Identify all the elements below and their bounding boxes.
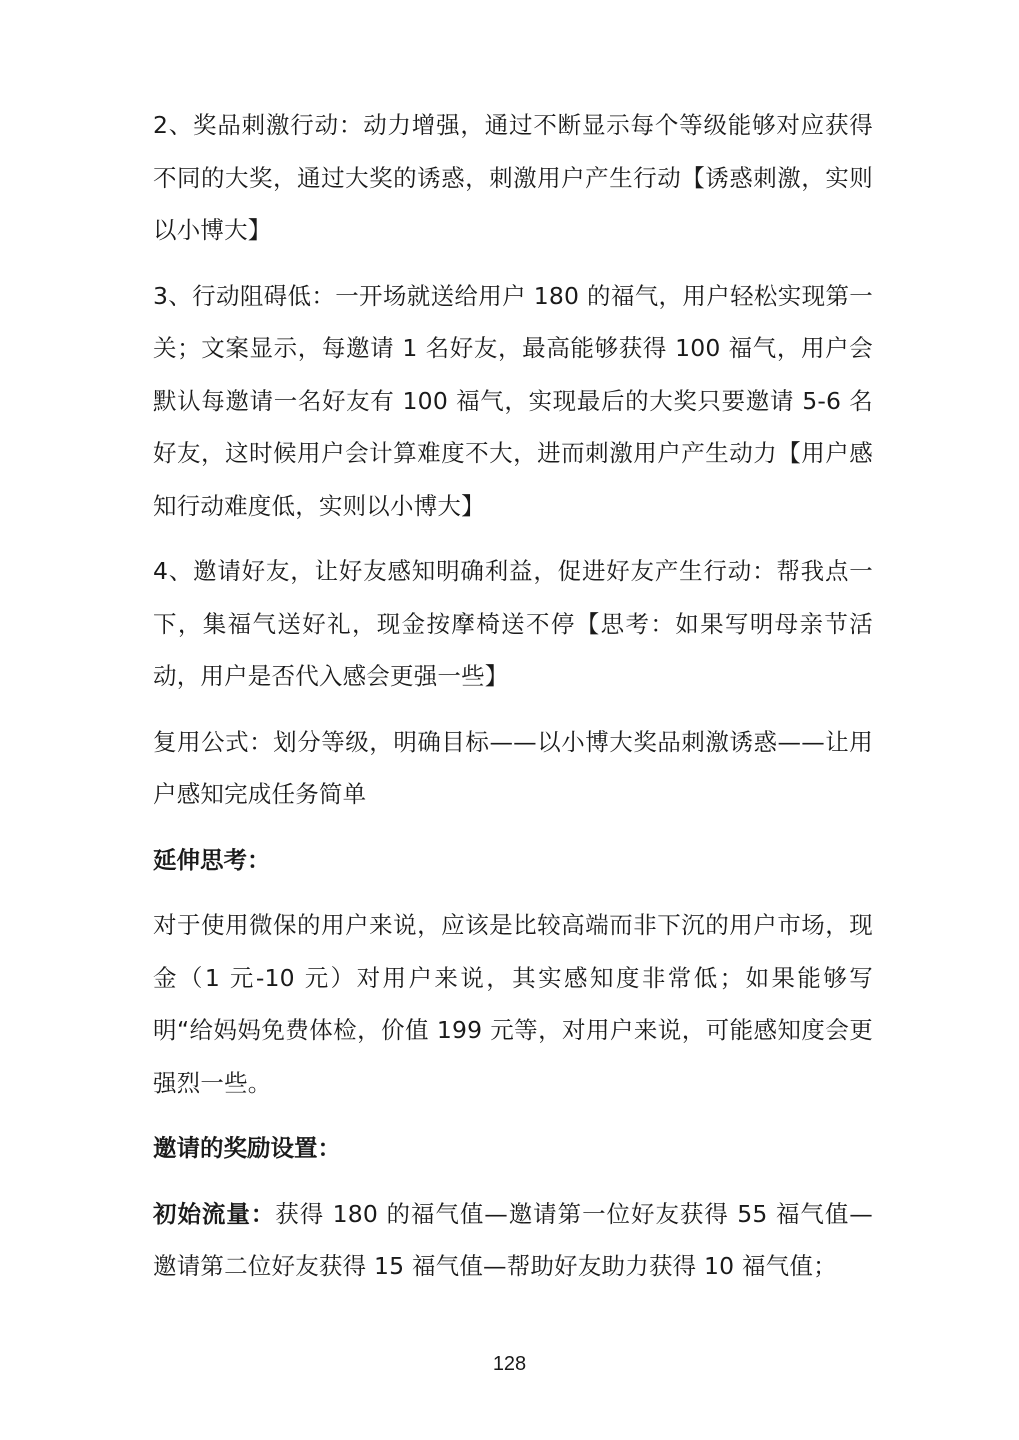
- paragraph-prize-stimulus: 2、奖品刺激行动：动力增强，通过不断显示每个等级能够对应获得不同的大奖，通过大奖的诱惑，刺激用户产生行动【诱惑刺激，实则以小博大】: [153, 111, 873, 244]
- initial-traffic-text: 获得 180 的福气值—邀请第一位好友获得 55 福气值—邀请第二位好友获得 15 福气值—帮助好友助力获得 10 福气值；: [153, 1199, 874, 1280]
- paragraph-initial-traffic: [153, 1188, 873, 1293]
- paragraph-invite-friends: 4、邀请好友，让好友感知明确利益，促进好友产生行动：帮我点一下，集福气送好礼，现金按摩椅送不停【思考：如果写明母亲节活动，用户是否代入感会更强一些】: [153, 557, 873, 690]
- page-number: 128: [492, 1353, 527, 1375]
- paragraph-reuse-formula: 复用公式：划分等级，明确目标——以小博大奖品刺激诱惑——让用户感知完成任务简单: [153, 727, 873, 808]
- page-content: [153, 99, 873, 1306]
- initial-traffic-label: 初始流量：: [153, 1199, 276, 1228]
- heading-reward-settings: 邀请的奖励设置：: [153, 1134, 341, 1162]
- heading-extended-thinking: 延伸思考：: [153, 845, 271, 874]
- paragraph-low-barrier: 3、行动阻碍低：一开场就送给用户 180 的福气，用户轻松实现第一关；文案显示，每邀请 1 名好友，最高能够获得 100 福气，用户会默认每邀请一名好友有 100 福气，实现最后的大奖只要邀请 5-6 名好友，这时候用户会计算难度不大，进而刺激用户产生动力【用户感知行动难度低，实则以小博大】: [153, 281, 873, 520]
- paragraph-extended-thinking: 对于使用微保的用户来说，应该是比较高端而非下沉的用户市场，现金（1 元-10 元）对用户来说，其实感知度非常低；如果能够写明“给妈妈免费体检，价值 199 元等，对用户来说，可能感知度会更强烈一些。: [153, 911, 873, 1097]
